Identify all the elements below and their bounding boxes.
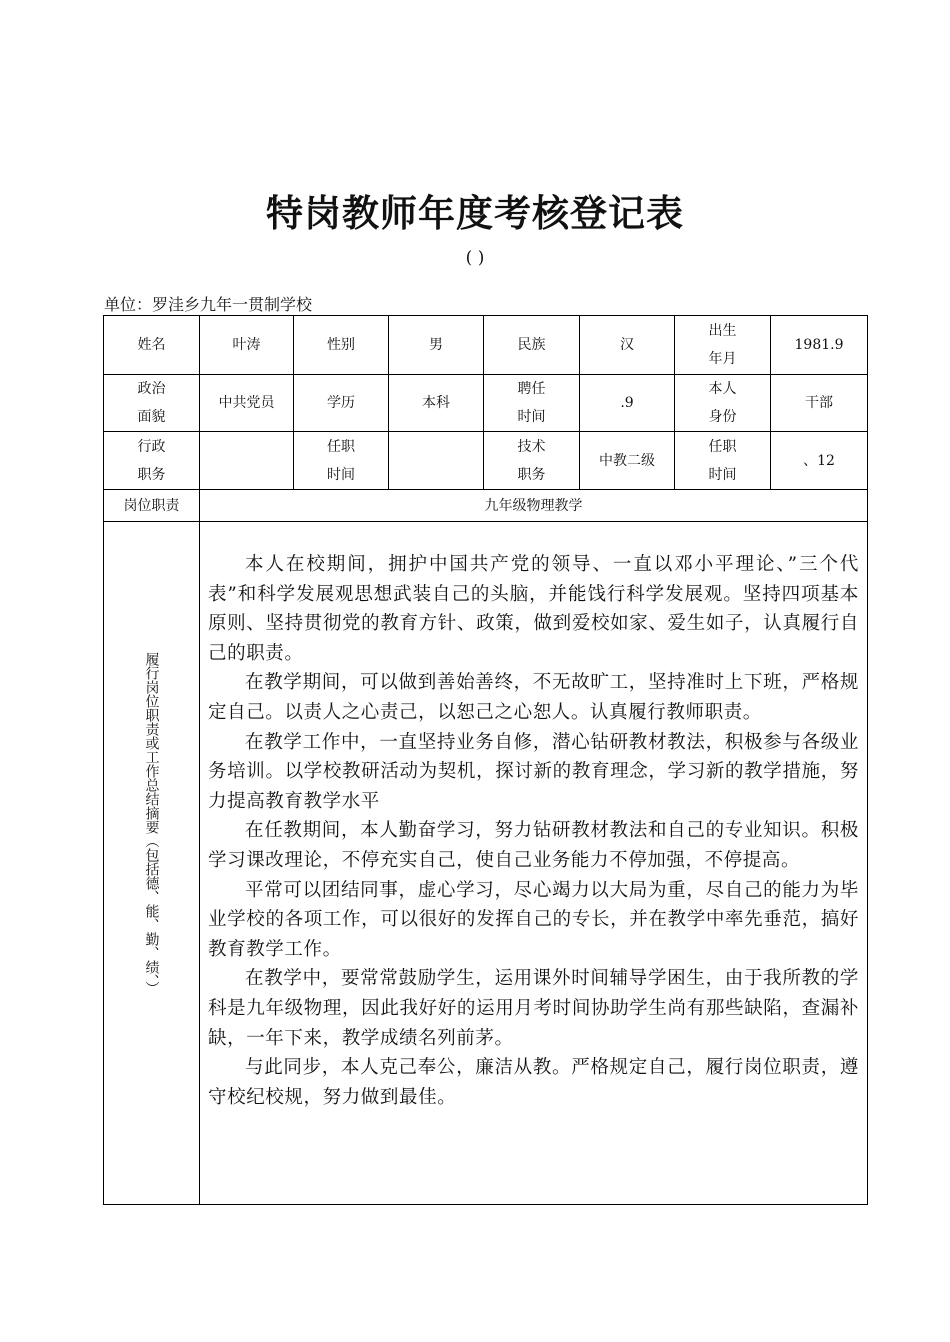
identity-label-line2: 身份 <box>708 409 737 425</box>
form-title: 特岗教师年度考核登记表 <box>266 192 684 235</box>
education-value: 本科 <box>389 375 484 432</box>
birth-value: 1981.9 <box>771 316 868 375</box>
summary-paragraph: 在任教期间，本人勤奋学习，努力钻研教材教法和自己的专业知识。积极学习课改理论，不停充实自己，使自己业务能力不停加强，不停提高。 <box>208 820 859 871</box>
admin-label-line1: 行政 <box>137 438 166 455</box>
row-political-info <box>104 375 868 432</box>
duty-label: 岗位职责 <box>104 490 200 522</box>
row-summary <box>104 522 868 1205</box>
admin-label <box>104 432 200 490</box>
term-value <box>389 432 484 490</box>
row-position-info <box>104 432 868 490</box>
tech-term-label-line1: 任职 <box>708 438 737 455</box>
term-label-line1: 任职 <box>327 438 355 455</box>
ethnicity-value: 汉 <box>580 316 675 375</box>
summary-body <box>200 522 867 1112</box>
summary-paragraph: 平常可以团结同事，虚心学习，尽心竭力以大局为重，尽自己的能力为毕业学校的各项工作，可以很好的发挥自己的专长，并在教学中率先垂范，搞好教育教学工作。 <box>208 879 859 960</box>
assessment-table <box>103 315 868 1205</box>
gender-label: 性别 <box>294 316 389 375</box>
admin-value <box>200 432 294 490</box>
name-label: 姓名 <box>104 316 200 375</box>
summary-paragraph: 在教学工作中，一直坚持业务自修，潜心钻研教材教法，积极参与各级业务培训。以学校教研活动为契机，探讨新的教育理念，学习新的教学措施，努力提高教育教学水平 <box>208 731 859 812</box>
political-label-line2: 面貌 <box>137 409 166 425</box>
hire-label-line2: 时间 <box>517 409 546 425</box>
term-label <box>294 432 389 490</box>
political-label-line1: 政治 <box>137 381 166 397</box>
tech-term-value: 、12 <box>771 432 868 490</box>
summary-cell <box>200 522 868 1205</box>
summary-label: 履行岗位职责或工作总结摘要（包括德、能、勤、绩、） <box>143 652 160 995</box>
identity-label <box>675 375 771 432</box>
row-basic-info <box>104 316 868 375</box>
education-label: 学历 <box>294 375 389 432</box>
political-value: 中共党员 <box>200 375 294 432</box>
unit-line: 单位：罗洼乡九年一贯制学校 <box>104 295 313 314</box>
duty-value: 九年级物理教学 <box>200 490 868 522</box>
tech-label-line1: 技术 <box>517 438 546 455</box>
identity-value: 干部 <box>771 375 868 432</box>
ethnicity-label: 民族 <box>484 316 580 375</box>
form-subtitle: ( ) <box>465 248 485 268</box>
tech-label-line2: 职务 <box>517 466 546 483</box>
tech-label <box>484 432 580 490</box>
political-label <box>104 375 200 432</box>
gender-value: 男 <box>389 316 484 375</box>
tech-value: 中教二级 <box>580 432 675 490</box>
admin-label-line2: 职务 <box>137 466 166 483</box>
summary-paragraph: 在教学中，要常常鼓励学生，运用课外时间辅导学困生，由于我所教的学科是九年级物理，因此我好好的运用月考时间协助学生尚有那些缺陷，查漏补缺，一年下来，教学成绩名列前茅。 <box>208 968 859 1049</box>
term-label-line2: 时间 <box>327 466 355 483</box>
identity-label-line1: 本人 <box>708 381 737 397</box>
birth-label <box>675 316 771 375</box>
hire-label <box>484 375 580 432</box>
hire-label-line1: 聘任 <box>517 381 546 397</box>
summary-paragraph: 本人在校期间，拥护中国共产党的领导、一直以邓小平理论、”三个代表”和科学发展观思想武装自己的头脑，并能饯行科学发展观。坚持四项基本原则、坚持贯彻党的教育方针、政策，做到爱校如家、爱生如子，认真履行自己的职责。 <box>208 554 859 664</box>
row-duty <box>104 490 868 522</box>
hire-value: .9 <box>580 375 675 432</box>
name-value: 叶涛 <box>200 316 294 375</box>
birth-label-line2: 年月 <box>708 351 737 367</box>
tech-term-label <box>675 432 771 490</box>
summary-label-cell <box>104 522 200 1205</box>
summary-paragraph: 在教学期间，可以做到善始善终，不无故旷工，坚持准时上下班，严格规定自己。以责人之心责己，以恕己之心恕人。认真履行教师职责。 <box>208 672 859 723</box>
birth-label-line1: 出生 <box>708 323 737 339</box>
summary-paragraph: 与此同步，本人克己奉公，廉洁从教。严格规定自己，履行岗位职责，遵守校纪校规，努力做到最佳。 <box>208 1057 859 1108</box>
tech-term-label-line2: 时间 <box>708 466 737 483</box>
